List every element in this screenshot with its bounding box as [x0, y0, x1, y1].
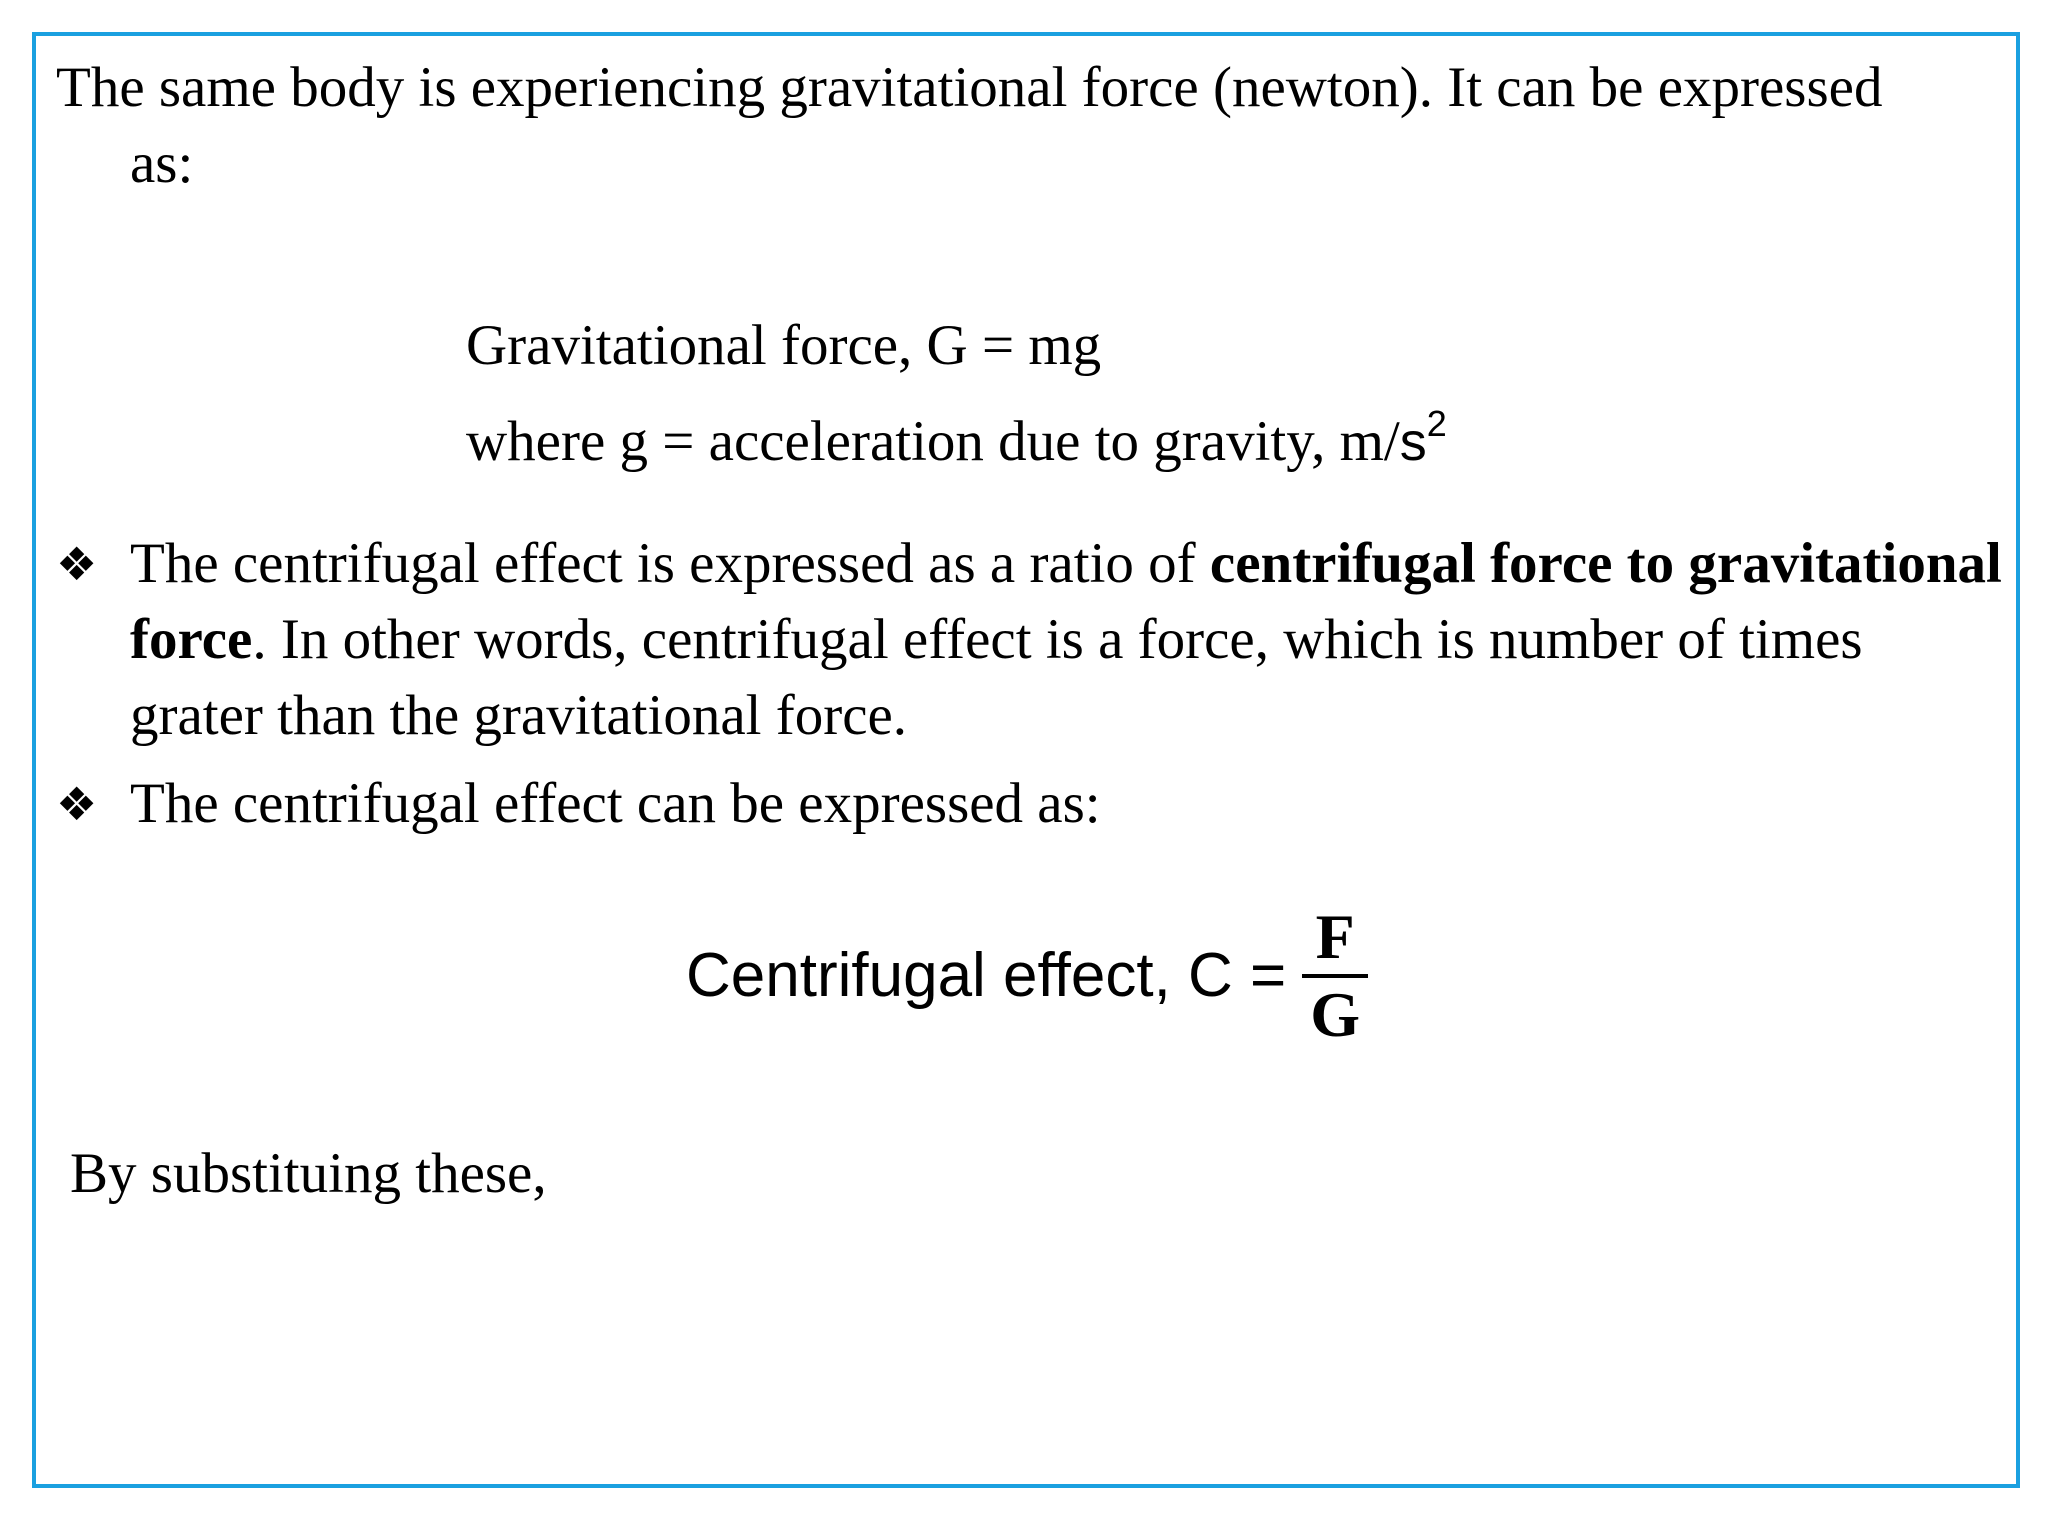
unit-seconds: s	[1399, 412, 1427, 472]
bullet-centrifugal-ratio	[56, 526, 2006, 754]
diamond-cluster-bullet-icon: ❖	[56, 777, 98, 831]
bullet-text-before: The centrifugal effect is expressed as a ratio of	[130, 532, 1210, 595]
intro-paragraph: The same body is experiencing gravitational force (newton). It can be expressed as:	[56, 56, 1883, 195]
bullet-text: The centrifugal effect can be expressed as:	[130, 772, 1101, 835]
gravity-definition-text: where g = acceleration due to gravity, m/	[466, 410, 1400, 473]
unit-exponent: 2	[1426, 403, 1447, 444]
gravity-definition-line	[466, 404, 1447, 480]
force-ratio-fraction	[1302, 901, 1368, 1050]
fraction-denominator: G	[1310, 979, 1361, 1050]
gravitational-force-formula: Gravitational force, G = mg	[466, 314, 1102, 377]
centrifugal-formula-lhs: Centrifugal effect, C =	[686, 941, 1287, 1010]
bullet-centrifugal-expression	[56, 766, 2006, 842]
diamond-cluster-bullet-icon: ❖	[56, 537, 98, 591]
bullet-text-after: . In other words, centrifugal effect is a force, which is number of times grater than the gravitational force.	[130, 608, 1863, 747]
conclusion-text: By substituing these,	[70, 1142, 547, 1205]
fraction-bar	[1302, 974, 1368, 978]
fraction-numerator: F	[1315, 901, 1355, 972]
centrifugal-effect-formula	[686, 896, 1368, 1056]
slide-frame	[32, 32, 2020, 1488]
bullet-bold-phrase: centrifugal force to gravitational force	[130, 532, 2002, 671]
